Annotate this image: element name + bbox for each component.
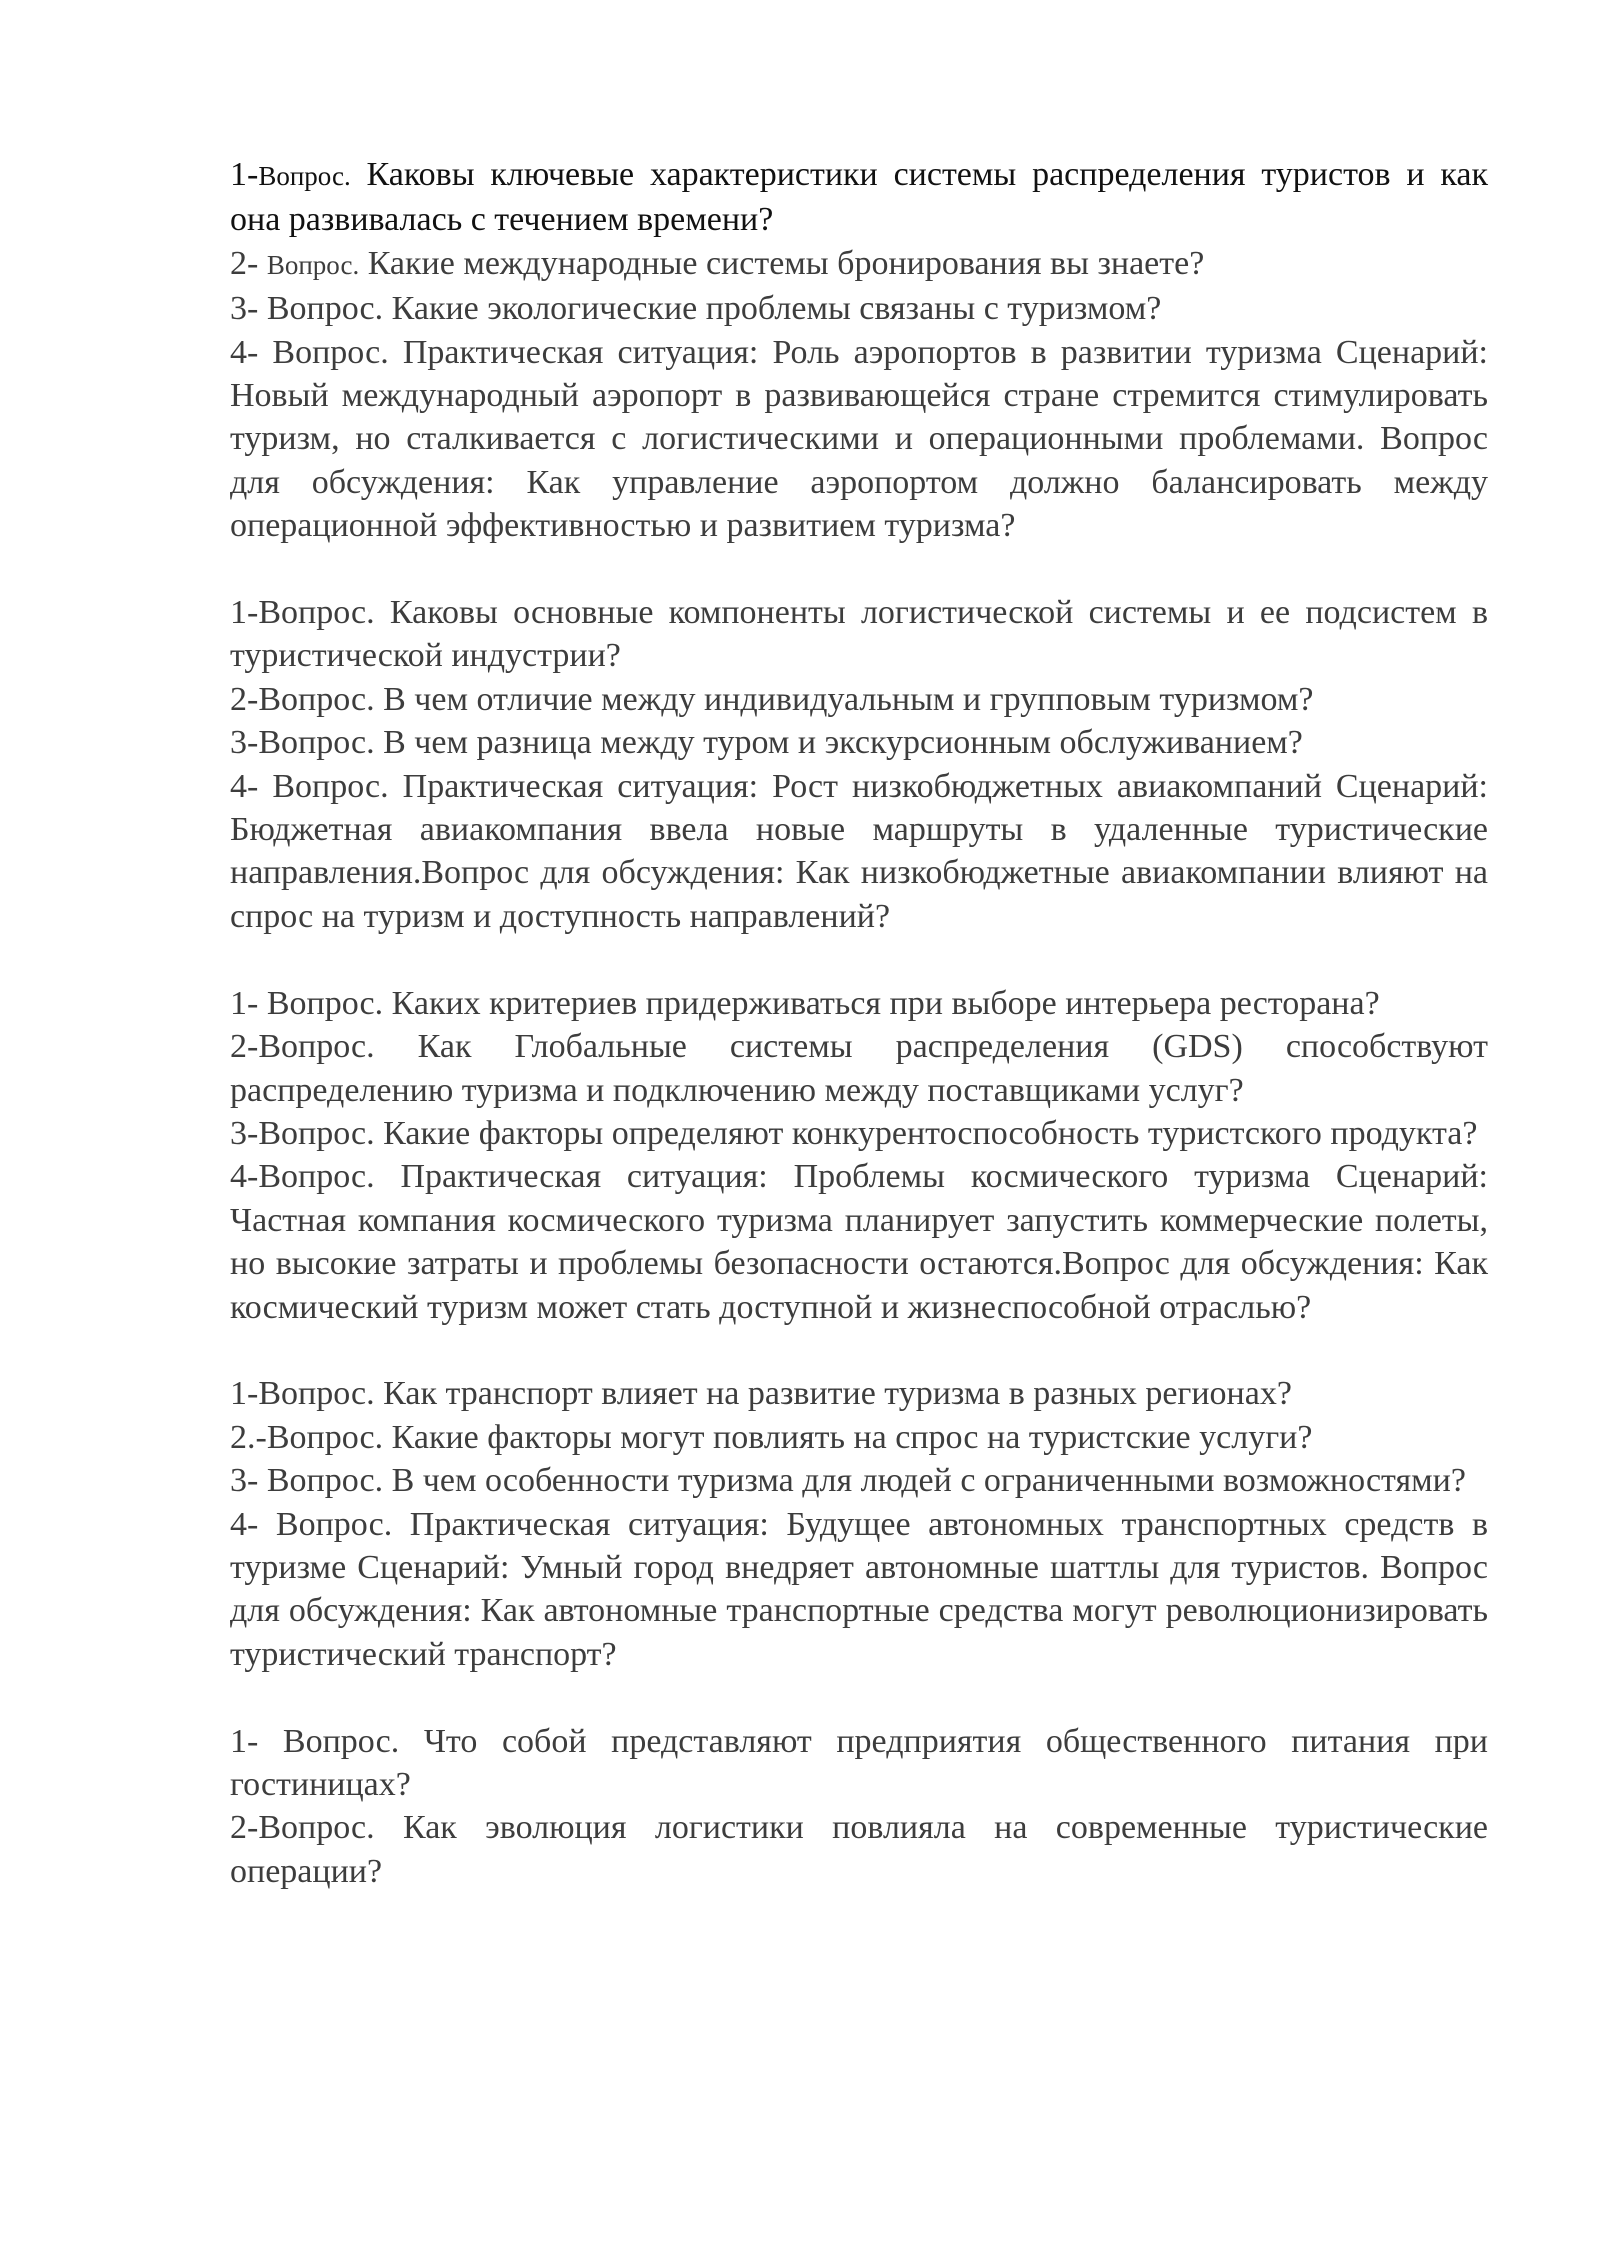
question-number: 1- bbox=[230, 156, 259, 193]
question-2: 2-Вопрос. В чем отличие между индивидуальным и групповым туризмом? bbox=[230, 680, 1314, 718]
question-1 bbox=[230, 153, 1488, 242]
question-block-1 bbox=[230, 153, 1488, 548]
question-3: 3- Вопрос. Какие экологические проблемы связаны с туризмом? bbox=[230, 290, 1162, 328]
question-2: 2-Вопрос. Как Глобальные системы распределения (GDS) способствуют распределению туризма и подключению между поставщиками услуг? bbox=[230, 1028, 1488, 1109]
question-label: Вопрос. bbox=[258, 161, 351, 191]
question-3: 3-Вопрос. Какие факторы определяют конкурентоспособность туристского продукта? bbox=[230, 1114, 1478, 1152]
document-page bbox=[230, 153, 1488, 1893]
question-3: 3-Вопрос. В чем разница между туром и экскурсионным обслуживанием? bbox=[230, 724, 1303, 762]
question-2 bbox=[230, 242, 1488, 287]
question-block-5 bbox=[230, 1720, 1488, 1894]
question-1: 1- Вопрос. Каких критериев придерживаться при выборе интерьера ресторана? bbox=[230, 984, 1380, 1022]
question-2: 2-Вопрос. Как эволюция логистики повлияла на современные туристические операции? bbox=[230, 1809, 1488, 1890]
question-2: 2.-Вопрос. Какие факторы могут повлиять на спрос на туристские услуги? bbox=[230, 1418, 1313, 1456]
question-4-scenario: 4-Вопрос. Практическая ситуация: Проблемы космического туризма Сценарий: Частная компания космического туризма планирует запустить коммерческие полеты, но высокие затраты и проблемы безопасности остаются.Вопрос для обсуждения: Как космический туризм может стать доступной и жизнеспособной отраслью? bbox=[230, 1158, 1488, 1326]
question-4-scenario: 4- Вопрос. Практическая ситуация: Роль аэропортов в развитии туризма Сценарий: Новый международный аэропорт в развивающейся стране стремится стимулировать туризм, но сталкивается с логистическими и операционными проблемами. Вопрос для обсуждения: Как управление аэропортом должно балансировать между операционной эффективностью и развитием туризма? bbox=[230, 333, 1488, 545]
question-block-4 bbox=[230, 1372, 1488, 1676]
question-block-2 bbox=[230, 591, 1488, 938]
question-block-3 bbox=[230, 982, 1488, 1329]
question-4-scenario: 4- Вопрос. Практическая ситуация: Рост низкобюджетных авиакомпаний Сценарий: Бюджетная авиакомпания ввела новые маршруты в удаленные туристические направления.Вопрос для обсуждения: Как низкобюджетные авиакомпании влияют на спрос на туризм и доступность направлений? bbox=[230, 767, 1488, 935]
question-1: 1-Вопрос. Как транспорт влияет на развитие туризма в разных регионах? bbox=[230, 1375, 1292, 1413]
question-label: Вопрос. bbox=[266, 249, 360, 280]
question-3: 3- Вопрос. В чем особенности туризма для людей с ограниченными возможностями? bbox=[230, 1462, 1466, 1500]
question-4-scenario: 4- Вопрос. Практическая ситуация: Будущее автономных транспортных средств в туризме Сценарий: Умный город внедряет автономные шаттлы для туристов. Вопрос для обсуждения: Как автономные транспортные средства могут революционизировать туристический транспорт? bbox=[230, 1505, 1488, 1673]
question-1: 1- Вопрос. Что собой представляют предприятия общественного питания при гостиницах? bbox=[230, 1722, 1488, 1803]
question-number: 2- bbox=[230, 244, 267, 282]
question-text: Каковы ключевые характеристики системы распределения туристов и как она развивалась с течением времени? bbox=[230, 156, 1488, 239]
question-text: Какие международные системы бронирования вы знаете? bbox=[367, 244, 1205, 282]
question-1: 1-Вопрос. Каковы основные компоненты логистической системы и ее подсистем в туристической индустрии? bbox=[230, 594, 1488, 675]
